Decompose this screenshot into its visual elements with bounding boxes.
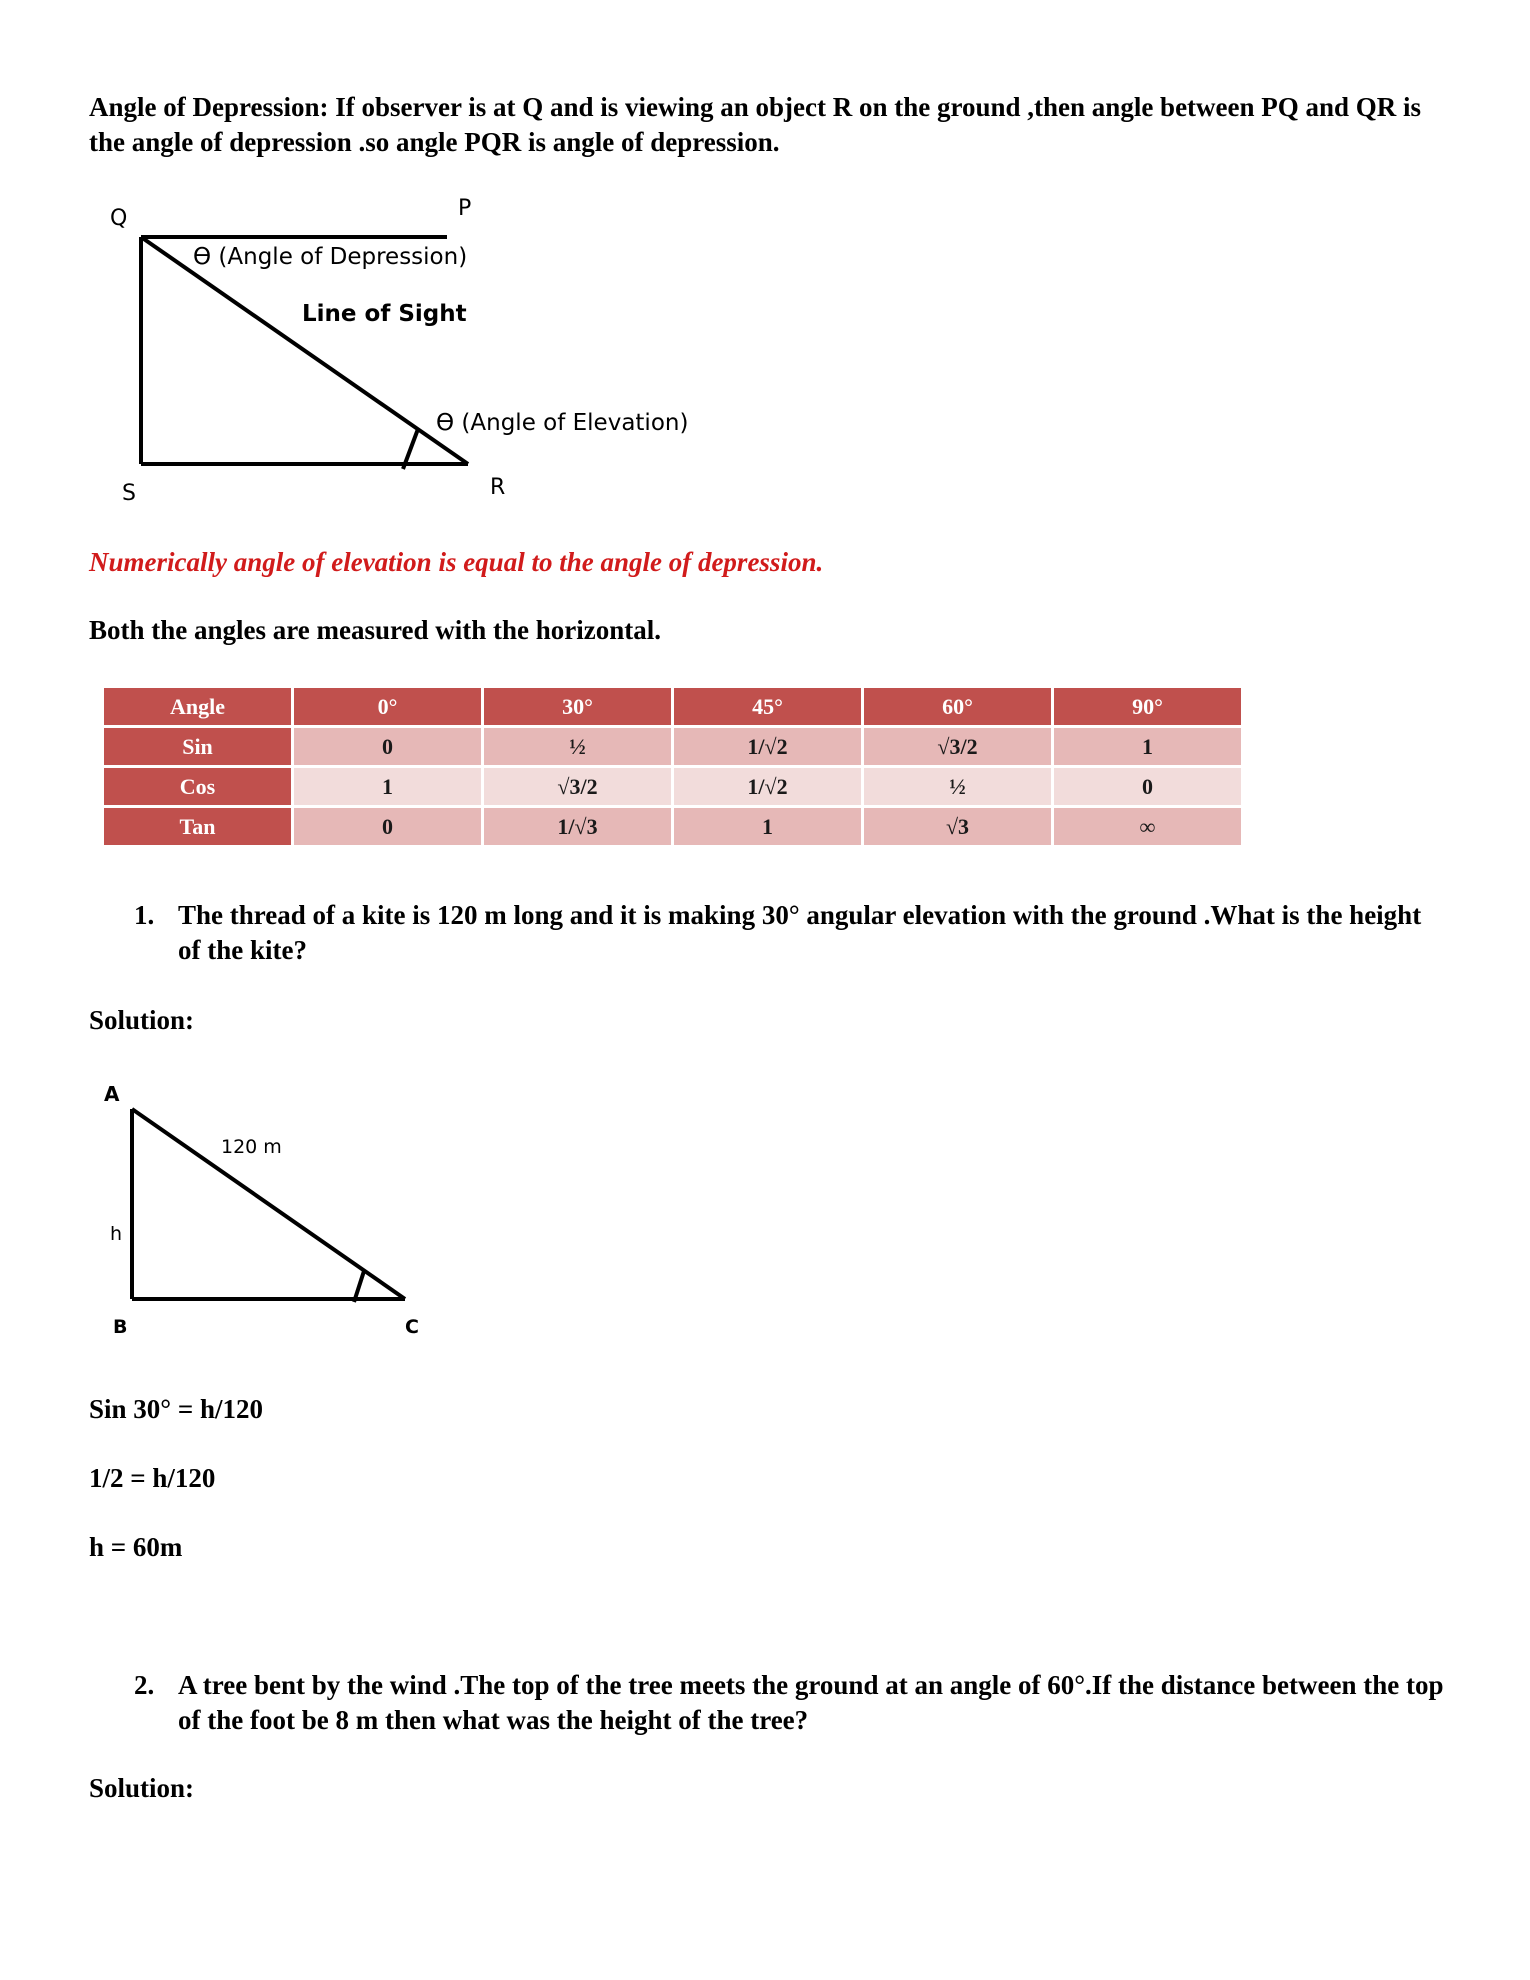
question-number: 1. bbox=[134, 900, 155, 930]
elevation-angle-label: ϴ (Angle of Elevation) bbox=[436, 410, 689, 436]
header-60-deg: 60° bbox=[864, 688, 1051, 725]
equation-line-2: 1/2 = h/120 bbox=[89, 1463, 216, 1493]
table-cell: ½ bbox=[864, 768, 1051, 805]
label-q: Q bbox=[110, 206, 128, 231]
label-h: h bbox=[110, 1223, 123, 1245]
solution-label: Solution: bbox=[89, 1773, 195, 1803]
table-cell: 1 bbox=[674, 808, 861, 845]
table-cell: ∞ bbox=[1054, 808, 1241, 845]
table-cell: 1 bbox=[1054, 728, 1241, 765]
solution-label: Solution: bbox=[89, 1005, 195, 1035]
header-0-deg: 0° bbox=[294, 688, 481, 725]
label-a: A bbox=[104, 1082, 120, 1106]
label-c: C bbox=[405, 1316, 419, 1338]
label-p: P bbox=[458, 196, 472, 221]
question-text: A tree bent by the wind .The top of the tree meets the ground at an angle of 60°.If the distance between the top of the foot be 8 m then what was the height of the tree? bbox=[178, 1670, 1444, 1735]
row-label-cos: Cos bbox=[104, 768, 291, 805]
header-angle: Angle bbox=[104, 688, 291, 725]
label-s: S bbox=[122, 481, 136, 506]
table-cell: 1/√2 bbox=[674, 768, 861, 805]
table-cell: 1/√3 bbox=[484, 808, 671, 845]
intro-paragraph: Angle of Depression: If observer is at Q and is viewing an object R on the ground ,then angle between PQ and QR is the angle of depression .so angle PQR is angle of depression. bbox=[89, 92, 1422, 157]
table-cell: 0 bbox=[294, 728, 481, 765]
row-label-tan: Tan bbox=[104, 808, 291, 845]
question-text: The thread of a kite is 120 m long and it is making 30° angular elevation with the ground .What is the height of the kite? bbox=[178, 900, 1422, 965]
table-cell: √3/2 bbox=[864, 728, 1051, 765]
equation-line-1: Sin 30° = h/120 bbox=[89, 1394, 263, 1424]
header-45-deg: 45° bbox=[674, 688, 861, 725]
header-90-deg: 90° bbox=[1054, 688, 1241, 725]
table-cell: 0 bbox=[294, 808, 481, 845]
table-cell: √3/2 bbox=[484, 768, 671, 805]
table-cell: 1 bbox=[294, 768, 481, 805]
question-2 bbox=[134, 1668, 1444, 1738]
equality-note: Numerically angle of elevation is equal to the angle of depression. bbox=[89, 547, 824, 577]
table-cell: 0 bbox=[1054, 768, 1241, 805]
row-label-sin: Sin bbox=[104, 728, 291, 765]
horizontal-note: Both the angles are measured with the horizontal. bbox=[89, 615, 661, 645]
table-cell: ½ bbox=[484, 728, 671, 765]
depression-angle-label: ϴ (Angle of Depression) bbox=[193, 244, 468, 270]
label-r: R bbox=[490, 475, 506, 500]
thread-length-label: 120 m bbox=[221, 1136, 282, 1158]
label-b: B bbox=[113, 1316, 128, 1338]
line-of-sight-label: Line of Sight bbox=[302, 301, 467, 327]
question-number: 2. bbox=[134, 1670, 155, 1700]
header-30-deg: 30° bbox=[484, 688, 671, 725]
equation-line-3: h = 60m bbox=[89, 1532, 183, 1562]
table-cell: 1/√2 bbox=[674, 728, 861, 765]
table-cell: √3 bbox=[864, 808, 1051, 845]
